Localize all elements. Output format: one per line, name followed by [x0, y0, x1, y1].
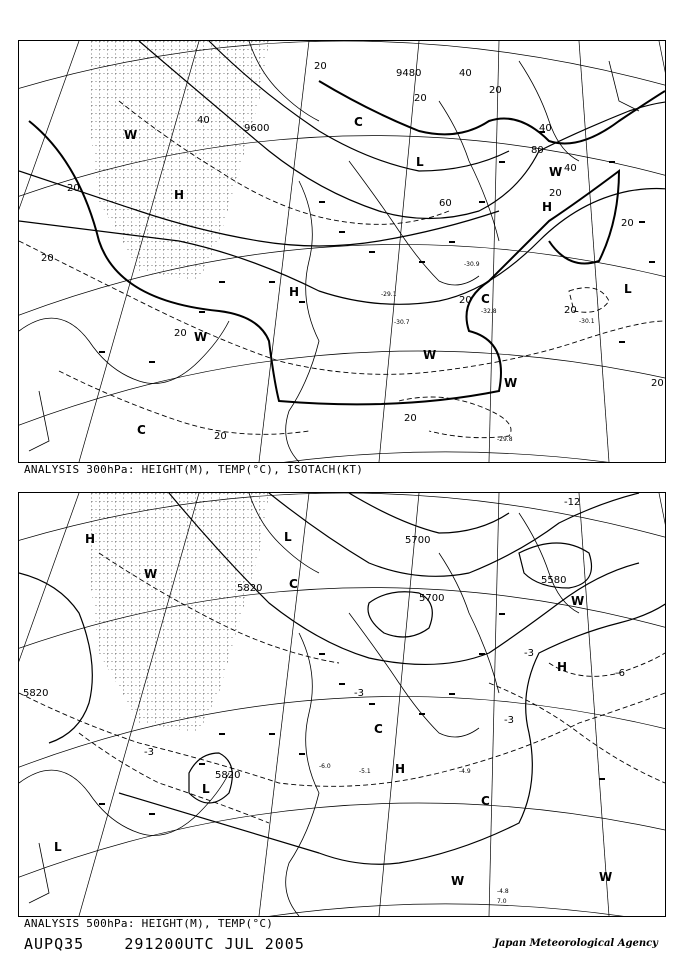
- upper-center-cold: C: [354, 115, 363, 129]
- upper-isotach-label: 20: [621, 218, 634, 229]
- upper-map-panel: [18, 40, 666, 463]
- lower-terrain-hatch: [89, 493, 269, 733]
- upper-obs-value: -29.1: [381, 291, 397, 298]
- lower-obs-value: -4.8: [497, 888, 509, 895]
- lower-height-label: 5820: [237, 583, 263, 594]
- lower-center-cold: C: [481, 794, 490, 808]
- upper-isotach-label: 40: [459, 68, 472, 79]
- upper-center-warm: W: [549, 165, 563, 179]
- upper-isotach-label: 20: [489, 85, 502, 96]
- lower-height-label: 5580: [541, 575, 567, 586]
- lower-center-low: L: [54, 840, 62, 854]
- lower-obs-value: -5.1: [359, 768, 371, 775]
- upper-isotach-label: 20: [414, 93, 427, 104]
- upper-isotach-label: 20: [459, 295, 472, 306]
- upper-isotach-label: 20: [651, 378, 664, 389]
- upper-terrain-hatch: [89, 41, 269, 281]
- upper-isotach-label: 20: [67, 183, 80, 194]
- upper-center-cold: C: [481, 292, 490, 306]
- lower-map-canvas: [19, 493, 665, 916]
- lower-height-label: 5700: [419, 593, 445, 604]
- lower-panel-caption: ANALYSIS 500hPa: HEIGHT(M), TEMP(°C): [24, 917, 274, 930]
- lower-center-warm: W: [571, 594, 585, 608]
- lower-center-cold: C: [374, 722, 383, 736]
- upper-isotach-label: 80: [531, 145, 544, 156]
- lower-center-low: L: [284, 530, 292, 544]
- upper-center-low: L: [416, 155, 424, 169]
- upper-obs-value: -30.1: [579, 318, 595, 325]
- chart-date: JUL 2005: [224, 935, 305, 953]
- upper-center-high: H: [289, 285, 300, 299]
- lower-map-panel: [18, 492, 666, 917]
- lower-temp-label: -6: [615, 668, 625, 679]
- upper-height-label: 9480: [396, 68, 422, 79]
- upper-isotach-label: 20: [41, 253, 54, 264]
- lower-center-high: H: [85, 532, 96, 546]
- upper-isotach-label: 20: [404, 413, 417, 424]
- upper-center-warm: W: [504, 376, 518, 390]
- upper-center-warm: W: [423, 348, 437, 362]
- upper-obs-value: -30.9: [464, 261, 480, 268]
- lower-height-label: 5820: [215, 770, 241, 781]
- lower-temp-label: -3: [524, 648, 534, 659]
- upper-center-warm: W: [124, 128, 138, 142]
- upper-isotach-label: 40: [564, 163, 577, 174]
- lower-height-label: 5820: [23, 688, 49, 699]
- chart-id: AUPQ35: [24, 935, 85, 953]
- lower-obs-value: -4.9: [459, 768, 471, 775]
- lower-height-label: 5700: [405, 535, 431, 546]
- lower-center-warm: W: [451, 874, 465, 888]
- agency-credit: Japan Meteorological Agency: [494, 938, 658, 949]
- lower-temp-label: -12: [564, 497, 581, 508]
- upper-isotach-label: 20: [549, 188, 562, 199]
- lower-center-warm: W: [144, 567, 158, 581]
- upper-isotach-label: 60: [439, 198, 452, 209]
- lower-center-cold: C: [289, 577, 298, 591]
- upper-center-high: H: [542, 200, 553, 214]
- upper-obs-value: -32.8: [481, 308, 497, 315]
- upper-isotach-label: 20: [564, 305, 577, 316]
- chart-identifier-line: [24, 935, 305, 953]
- upper-height-label: 9600: [244, 123, 270, 134]
- lower-temp-label: -3: [504, 715, 514, 726]
- upper-center-high: H: [174, 188, 185, 202]
- upper-panel-caption: ANALYSIS 300hPa: HEIGHT(M), TEMP(°C), ISOTACH(KT): [24, 463, 364, 476]
- upper-center-low: L: [624, 282, 632, 296]
- lower-center-high: H: [395, 762, 406, 776]
- lower-temp-label: -3: [354, 688, 364, 699]
- lower-obs-value: -6.0: [319, 763, 331, 770]
- lower-temp-label: -3: [144, 747, 154, 758]
- lower-obs-value: 7.0: [497, 898, 507, 905]
- lower-center-warm: W: [599, 870, 613, 884]
- upper-obs-value: -30.7: [394, 319, 410, 326]
- upper-map-canvas: [19, 41, 665, 462]
- upper-obs-value: -29.8: [497, 436, 513, 443]
- upper-isotach-label: 40: [197, 115, 210, 126]
- upper-center-warm: W: [194, 330, 208, 344]
- upper-isotach-label: 20: [314, 61, 327, 72]
- valid-time: 291200UTC: [124, 935, 215, 953]
- lower-center-high: H: [557, 660, 568, 674]
- lower-center-low: L: [202, 782, 210, 796]
- upper-isotach-label: 20: [214, 431, 227, 442]
- upper-isotach-label: 20: [174, 328, 187, 339]
- upper-isotach-label: 40: [539, 123, 552, 134]
- upper-center-cold: C: [137, 423, 146, 437]
